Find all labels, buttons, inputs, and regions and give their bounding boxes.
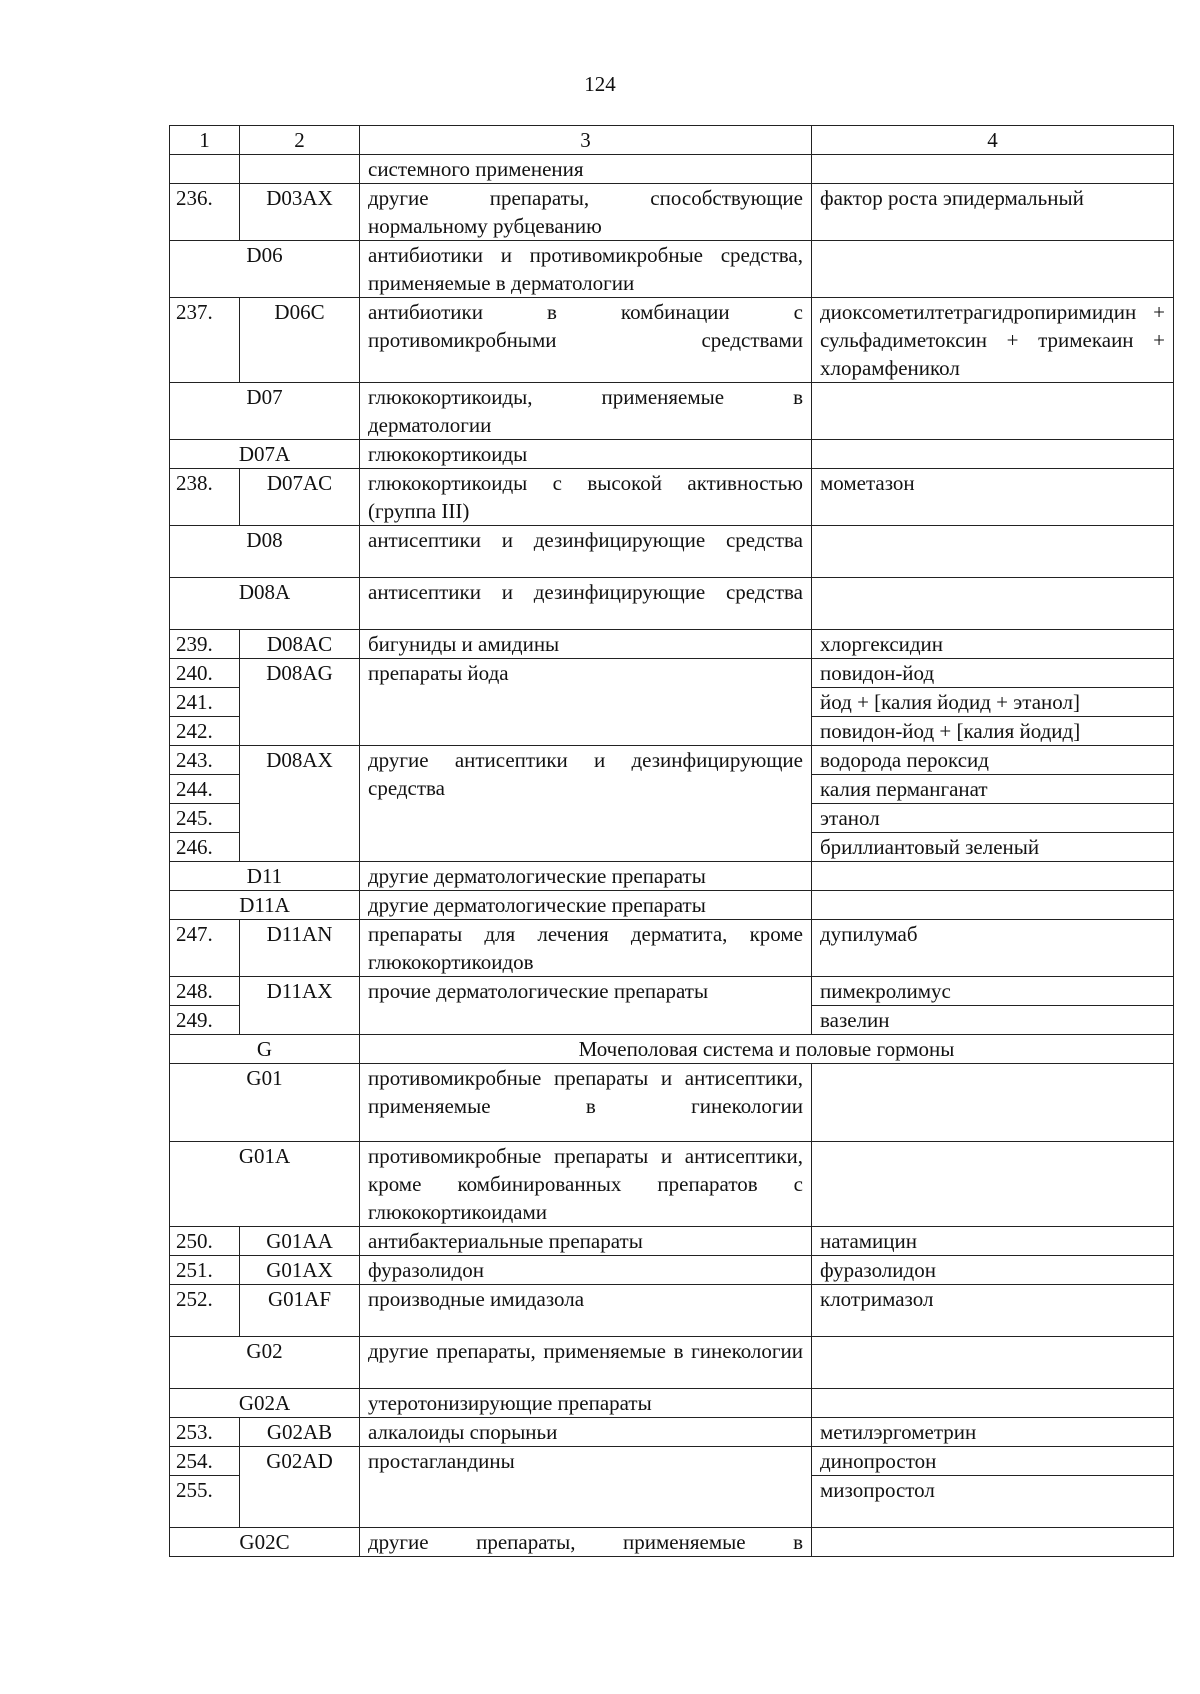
atc-description: простагландины	[360, 1447, 812, 1528]
table-row	[170, 155, 1174, 184]
atc-code: G02AB	[240, 1418, 360, 1447]
table-row	[170, 1285, 1174, 1337]
row-number	[170, 155, 240, 184]
table-row	[170, 1418, 1174, 1447]
drug-name	[812, 1389, 1174, 1418]
atc-code: G02AD	[240, 1447, 360, 1528]
atc-code: D07AC	[240, 469, 360, 526]
row-number: 246.	[170, 833, 240, 862]
atc-description: другие антисептики и дезинфицирующие средства	[360, 746, 812, 862]
atc-group-code: G02A	[170, 1389, 360, 1418]
atc-code: D11AX	[240, 977, 360, 1035]
section-title: Мочеполовая система и половые гормоны	[360, 1035, 1174, 1064]
atc-description: системного применения	[360, 155, 812, 184]
table-row	[170, 1528, 1174, 1557]
atc-description: фуразолидон	[360, 1256, 812, 1285]
table-row	[170, 862, 1174, 891]
drug-name: вазелин	[812, 1006, 1174, 1035]
drug-name	[812, 1142, 1174, 1227]
group-description: утеротонизирующие препараты	[360, 1389, 812, 1418]
column-header-3: 3	[360, 126, 812, 155]
drug-name: дупилумаб	[812, 920, 1174, 977]
atc-group-code: D07A	[170, 440, 360, 469]
group-description: другие дерматологические препараты	[360, 862, 812, 891]
drug-name	[812, 155, 1174, 184]
table-row	[170, 1035, 1174, 1064]
row-number: 252.	[170, 1285, 240, 1337]
drug-name	[812, 862, 1174, 891]
table-row	[170, 746, 1174, 775]
drug-name	[812, 1064, 1174, 1142]
row-number: 245.	[170, 804, 240, 833]
table-row	[170, 1227, 1174, 1256]
row-number: 250.	[170, 1227, 240, 1256]
drug-name: бриллиантовый зеленый	[812, 833, 1174, 862]
atc-code: G01AF	[240, 1285, 360, 1337]
atc-group-code: D08	[170, 526, 360, 578]
table-row	[170, 241, 1174, 298]
atc-description: прочие дерматологические препараты	[360, 977, 812, 1035]
drug-name: водорода пероксид	[812, 746, 1174, 775]
atc-description: производные имидазола	[360, 1285, 812, 1337]
atc-description: другие препараты, способствующие нормальному рубцеванию	[360, 184, 812, 241]
table-row	[170, 1337, 1174, 1389]
group-description: антисептики и дезинфицирующие средства	[360, 578, 812, 630]
atc-group-code: G01	[170, 1064, 360, 1142]
row-number: 249.	[170, 1006, 240, 1035]
drug-name: этанол	[812, 804, 1174, 833]
atc-description: антибактериальные препараты	[360, 1227, 812, 1256]
row-number: 241.	[170, 688, 240, 717]
row-number: 255.	[170, 1476, 240, 1528]
atc-group-code: D11A	[170, 891, 360, 920]
atc-description: препараты йода	[360, 659, 812, 746]
drug-name: йод + [калия йодид + этанол]	[812, 688, 1174, 717]
drug-name: мометазон	[812, 469, 1174, 526]
table-row	[170, 920, 1174, 977]
atc-code: G01AX	[240, 1256, 360, 1285]
drug-name: повидон-йод + [калия йодид]	[812, 717, 1174, 746]
group-description: другие препараты, применяемые в гинекологии	[360, 1337, 812, 1389]
table-row	[170, 184, 1174, 241]
row-number: 239.	[170, 630, 240, 659]
group-description: другие дерматологические препараты	[360, 891, 812, 920]
column-header-4: 4	[812, 126, 1174, 155]
atc-group-code: D06	[170, 241, 360, 298]
atc-group-code: D11	[170, 862, 360, 891]
row-number: 254.	[170, 1447, 240, 1476]
group-description: противомикробные препараты и антисептики, кроме комбинированных препаратов с глюкокортикоидами	[360, 1142, 812, 1227]
section-code: G	[170, 1035, 360, 1064]
row-number: 248.	[170, 977, 240, 1006]
group-description: глюкокортикоиды	[360, 440, 812, 469]
group-description: антисептики и дезинфицирующие средства	[360, 526, 812, 578]
atc-code: D08AG	[240, 659, 360, 746]
table-row	[170, 526, 1174, 578]
row-number: 242.	[170, 717, 240, 746]
group-description: глюкокортикоиды, применяемые в дерматологии	[360, 383, 812, 440]
drug-name: фактор роста эпидермальный	[812, 184, 1174, 241]
atc-code: G01AA	[240, 1227, 360, 1256]
table-row	[170, 891, 1174, 920]
atc-code: D08AC	[240, 630, 360, 659]
atc-group-code: G02	[170, 1337, 360, 1389]
atc-description: алкалоиды спорыньи	[360, 1418, 812, 1447]
drug-name	[812, 526, 1174, 578]
page-number: 124	[584, 72, 616, 96]
drug-name: пимекролимус	[812, 977, 1174, 1006]
row-number: 244.	[170, 775, 240, 804]
table-row	[170, 1256, 1174, 1285]
atc-group-code: G01A	[170, 1142, 360, 1227]
drug-name	[812, 578, 1174, 630]
atc-description: антибиотики в комбинации с противомикробными средствами	[360, 298, 812, 383]
table-row	[170, 977, 1174, 1006]
row-number: 251.	[170, 1256, 240, 1285]
column-header-2: 2	[240, 126, 360, 155]
atc-description: бигуниды и амидины	[360, 630, 812, 659]
drug-name: калия перманганат	[812, 775, 1174, 804]
drug-name: повидон-йод	[812, 659, 1174, 688]
drug-name	[812, 1528, 1174, 1557]
table-row	[170, 1064, 1174, 1142]
row-number: 238.	[170, 469, 240, 526]
row-number: 237.	[170, 298, 240, 383]
atc-group-code: D08A	[170, 578, 360, 630]
drug-name: диоксометилтетрагидропиримидин + сульфадиметоксин + тримекаин + хлорамфеникол	[812, 298, 1174, 383]
drug-name: метилэргометрин	[812, 1418, 1174, 1447]
row-number: 243.	[170, 746, 240, 775]
drug-name: мизопростол	[812, 1476, 1174, 1528]
group-description: противомикробные препараты и антисептики, применяемые в гинекологии	[360, 1064, 812, 1142]
row-number: 253.	[170, 1418, 240, 1447]
atc-group-code: D07	[170, 383, 360, 440]
group-description: другие препараты, применяемые в	[360, 1528, 812, 1557]
atc-code	[240, 155, 360, 184]
drug-name	[812, 241, 1174, 298]
drug-name	[812, 1337, 1174, 1389]
row-number: 240.	[170, 659, 240, 688]
drug-name: динопростон	[812, 1447, 1174, 1476]
atc-code: D11AN	[240, 920, 360, 977]
drug-name	[812, 440, 1174, 469]
atc-group-code: G02C	[170, 1528, 360, 1557]
group-description: антибиотики и противомикробные средства, применяемые в дерматологии	[360, 241, 812, 298]
drug-name	[812, 891, 1174, 920]
atc-description: препараты для лечения дерматита, кроме глюкокортикоидов	[360, 920, 812, 977]
table-row	[170, 1389, 1174, 1418]
drug-name	[812, 383, 1174, 440]
drug-name: клотримазол	[812, 1285, 1174, 1337]
atc-description: глюкокортикоиды с высокой активностью (группа III)	[360, 469, 812, 526]
table-row	[170, 440, 1174, 469]
table-row	[170, 1447, 1174, 1476]
atc-code: D03AX	[240, 184, 360, 241]
row-number: 247.	[170, 920, 240, 977]
column-header-1: 1	[170, 126, 240, 155]
row-number: 236.	[170, 184, 240, 241]
table-row	[170, 578, 1174, 630]
table-header-row	[170, 126, 1174, 155]
table-row	[170, 469, 1174, 526]
table-row	[170, 659, 1174, 688]
atc-code: D08AX	[240, 746, 360, 862]
table-row	[170, 298, 1174, 383]
table-row	[170, 383, 1174, 440]
drug-name: натамицин	[812, 1227, 1174, 1256]
drug-classification-table	[169, 125, 1174, 1557]
drug-name: фуразолидон	[812, 1256, 1174, 1285]
table-row	[170, 1142, 1174, 1227]
table-row	[170, 630, 1174, 659]
drug-name: хлоргексидин	[812, 630, 1174, 659]
atc-code: D06C	[240, 298, 360, 383]
